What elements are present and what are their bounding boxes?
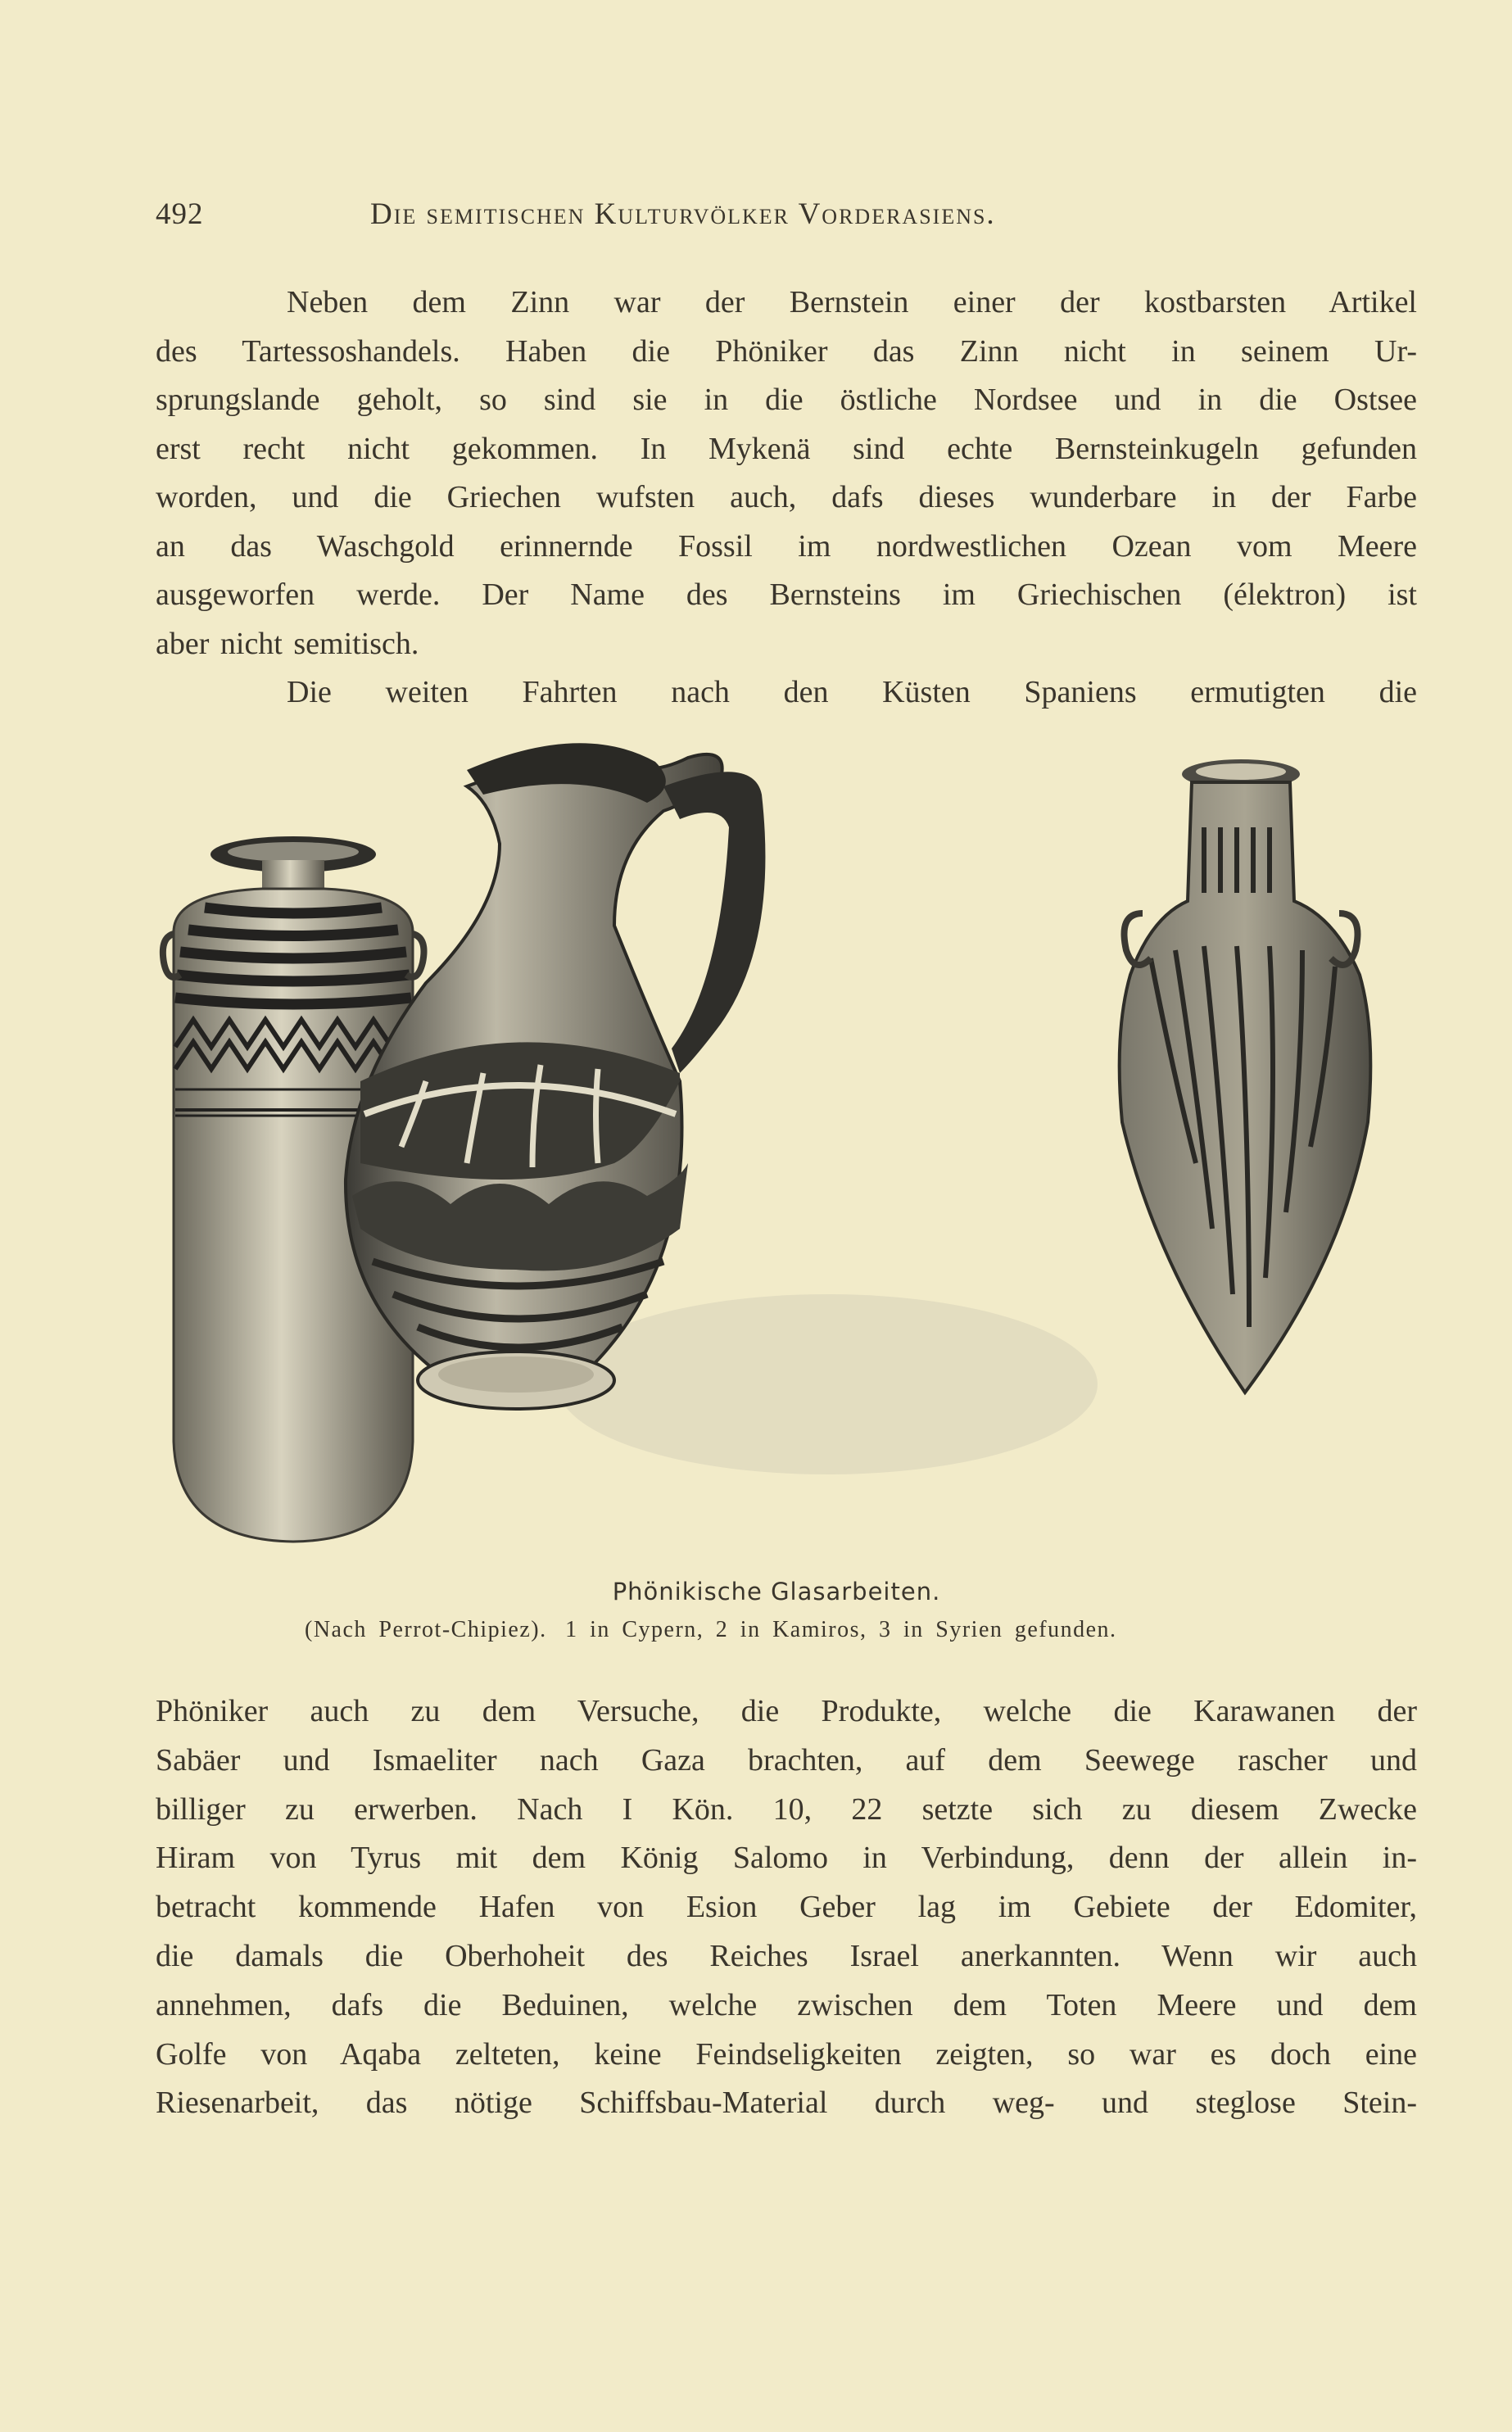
figure-caption-detail <box>305 1617 1255 1643</box>
paragraph-red-sea-trade <box>156 1687 1417 2128</box>
glassware-illustration <box>156 737 1417 1556</box>
text-line: Sabäer und Ismaeliter nach Gaza brachten, auf dem Seewege rascher und <box>156 1742 1417 1778</box>
caption-source: (Nach Perrot-Chipiez). <box>305 1617 547 1642</box>
text-line: Phöniker auch zu dem Versuche, die Produkte, welche die Karawanen der <box>156 1694 1417 1728</box>
text-line: Riesenarbeit, das nötige Schiffsbau-Material durch weg- und steglose Stein- <box>156 2086 1417 2121</box>
text-line: Die weiten Fahrten nach den Küsten Spaniens ermutigten die <box>287 675 1417 709</box>
text-line: Hiram von Tyrus mit dem König Salomo in Verbindung, denn der allein in- <box>156 1841 1417 1876</box>
amphoriskos-vase <box>1120 759 1371 1393</box>
figure-caption-title: Phönikische Glasarbeiten. <box>612 1578 941 1605</box>
text-line: die damals die Oberhoheit des Reiches Israel anerkannten. Wenn wir auch <box>156 1938 1417 1973</box>
paragraph-amber-trade <box>156 279 1417 668</box>
text-line: annehmen, dafs die Beduinen, welche zwischen dem Toten Meere und dem <box>156 1987 1417 2022</box>
text-line: Golfe von Aqaba zelteten, keine Feindseligkeiten zeigten, so war es doch eine <box>156 2036 1417 2072</box>
page-number: 492 <box>156 197 204 231</box>
text-line: des Tartessoshandels. Haben die Phöniker das Zinn nicht in seinem Ur- <box>156 333 1417 369</box>
oinochoe-jug <box>346 743 1098 1474</box>
text-line: an das Waschgold erinnernde Fossil im nordwestlichen Ozean vom Meere <box>156 528 1417 564</box>
running-title: Die semitischen Kulturvölker Vorderasiens. <box>370 197 996 231</box>
text-line: sprungslande geholt, so sind sie in die östliche Nordsee und in die Ostsee <box>156 383 1417 417</box>
text-line: betracht kommende Hafen von Esion Geber lag im Gebiete der Edomiter, <box>156 1890 1417 1925</box>
caption-findspots: 1 in Cypern, 2 in Kamiros, 3 in Syrien gefunden. <box>565 1617 1117 1642</box>
text-line: ausgeworfen werde. Der Name des Bernsteins im Griechischen (élektron) ist <box>156 577 1417 612</box>
text-line: aber nicht semitisch. <box>156 626 419 661</box>
text-line: erst recht nicht gekommen. In Mykenä sind echte Bernsteinkugeln gefunden <box>156 431 1417 466</box>
text-line: Neben dem Zinn war der Bernstein einer der kostbarsten Artikel <box>287 285 1417 319</box>
text-line: worden, und die Griechen wufsten auch, dafs dieses wunderbare in der Farbe <box>156 480 1417 514</box>
glassware-figure <box>156 737 1417 1556</box>
paragraph-voyages <box>156 668 1417 718</box>
text-line: billiger zu erwerben. Nach I Kön. 10, 22 setzte sich zu diesem Zwecke <box>156 1791 1417 1827</box>
